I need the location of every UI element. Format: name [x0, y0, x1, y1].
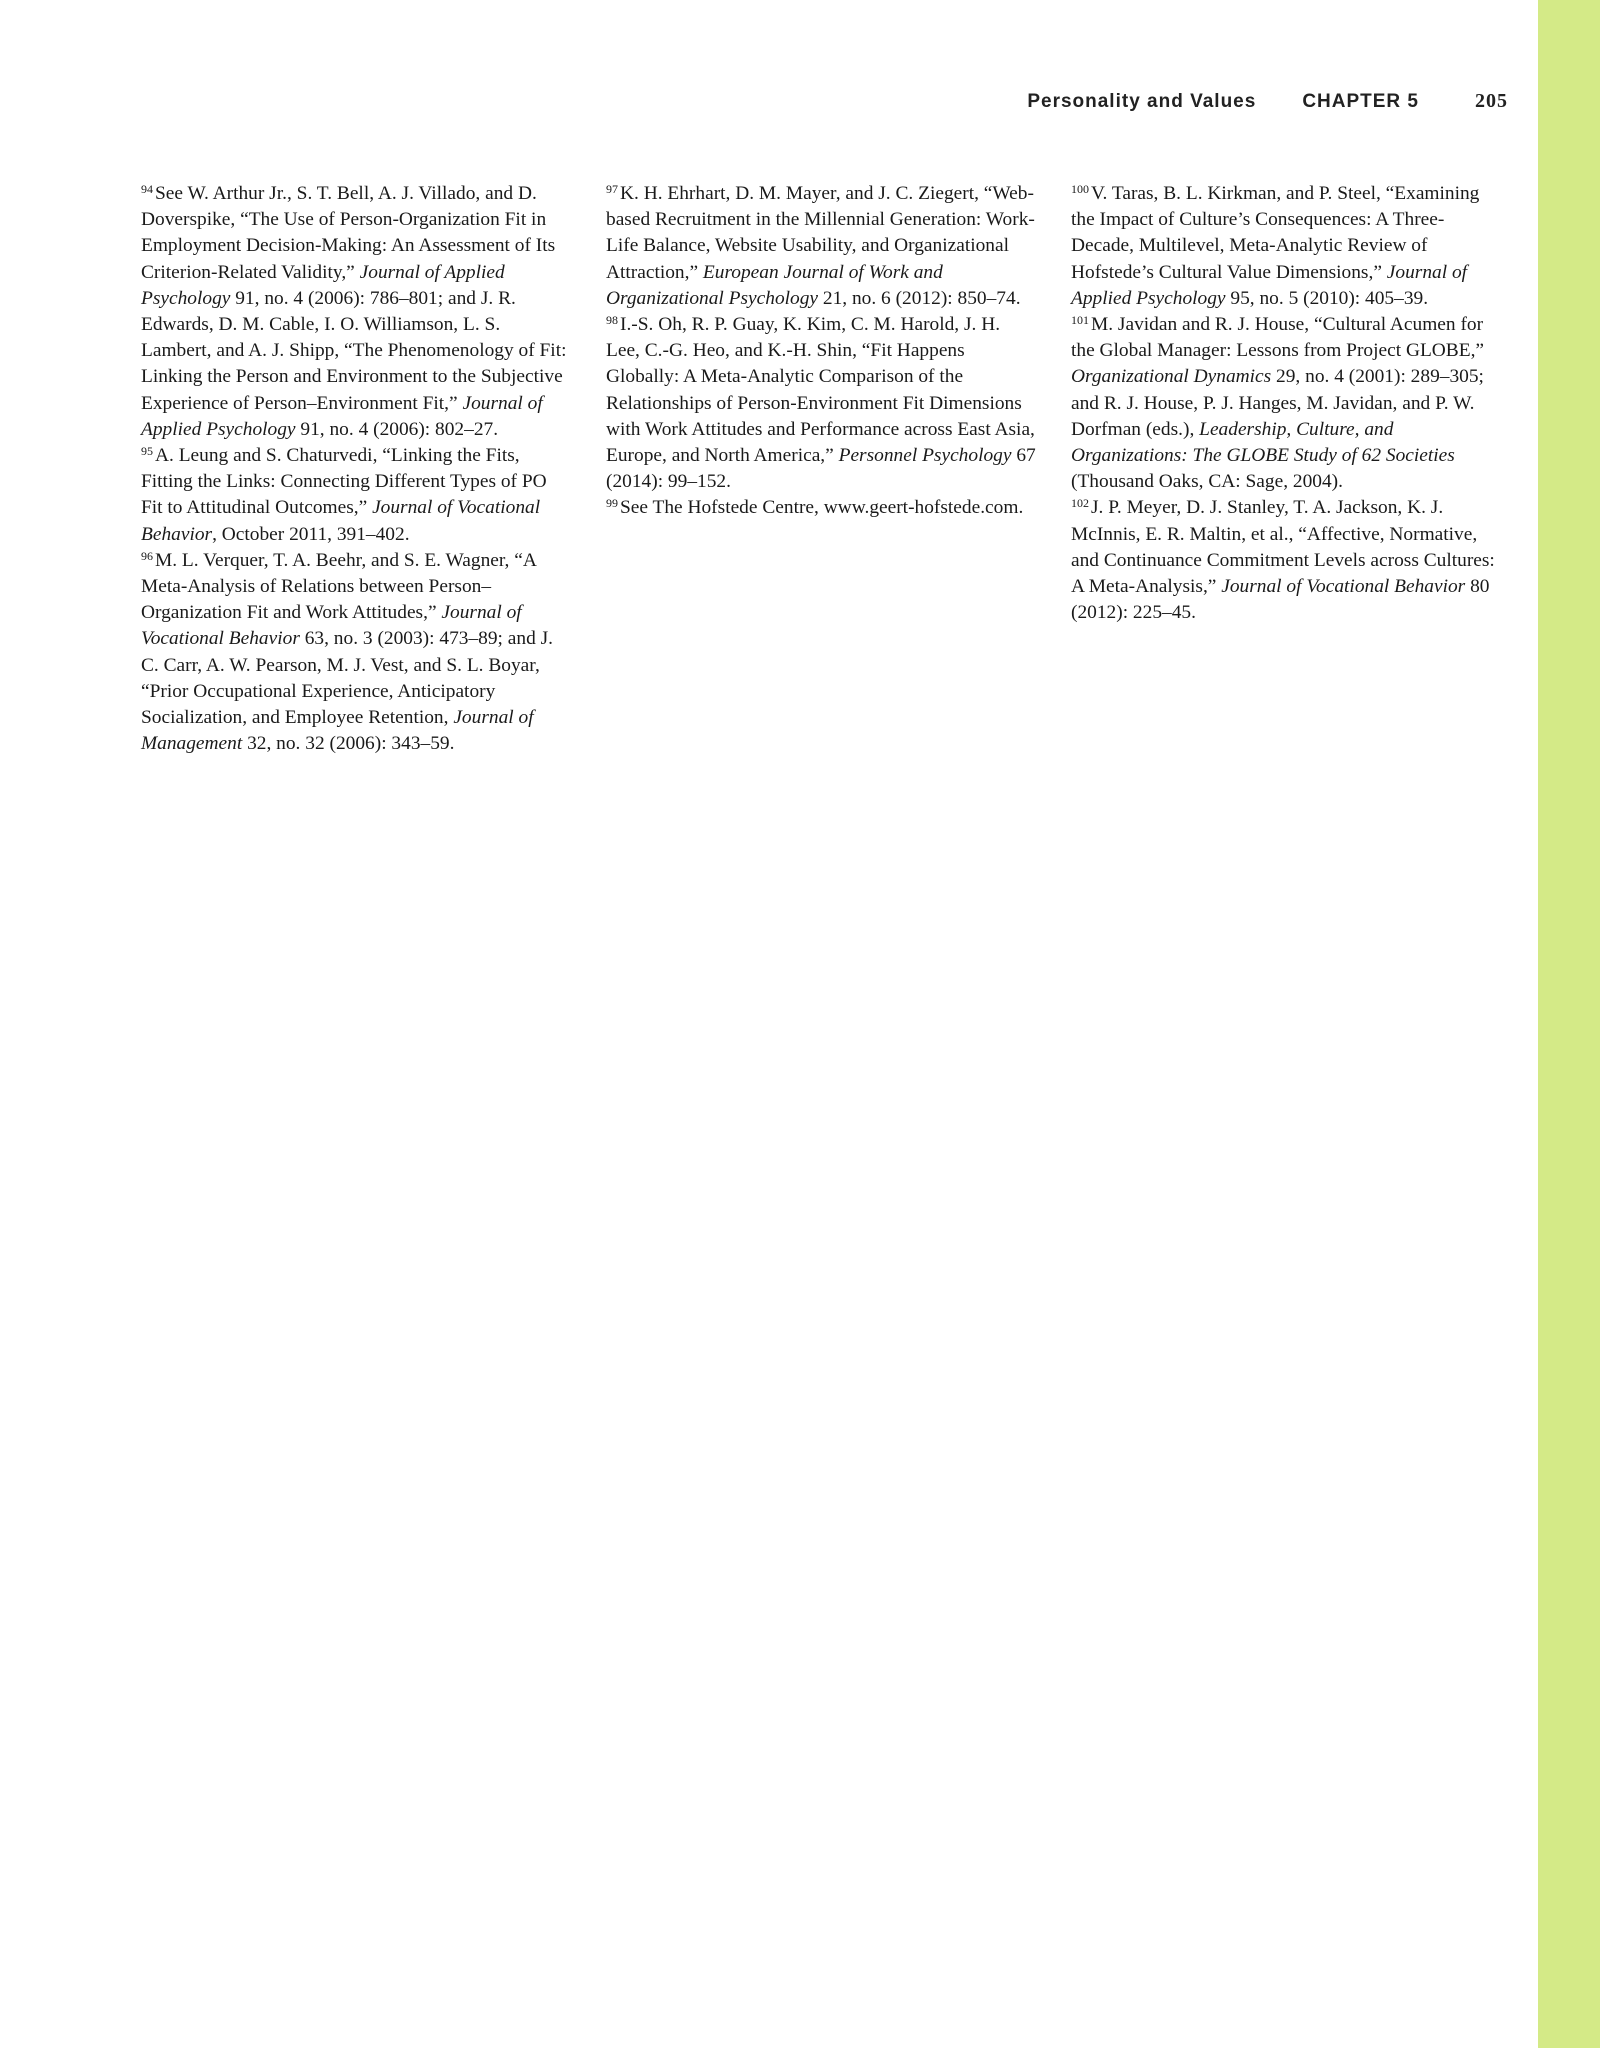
section-title: Personality and Values [1027, 91, 1257, 112]
note-number: 96 [141, 548, 153, 563]
endnote-94: $^{94}$ See W. Arthur Jr., S. T. Bell, A. J. Villado, and D. Doverspike, “The Use of Person-Organization Fit in Employment Decision-Making: An Assessment of Its Criterion-Related Validity,” Journal of Applied Psychology 91, no. 4 (2006): 786–801; and J. R. Edwards, D. M. Cable, I. O. Williamson, L. S. Lambert, and A. J. Shipp, “The Phenomenology of Fit: Linking the Person and Environment to the Subjective Experience of Person–Environment Fit,” Journal of Applied Psychology 91, no. 4 (2006): 802–27. [141, 182, 567, 440]
note-number: 94 [141, 182, 153, 196]
endnote-97: $^{97}$ K. H. Ehrhart, D. M. Mayer, and J. C. Ziegert, “Web-based Recruitment in the Millennial Generation: Work-Life Balance, Website Usability, and Organizational Attraction,” European Journal of Work and Organizational Psychology 21, no. 6 (2012): 850–74. [606, 182, 1035, 309]
note-number: 102 [1071, 496, 1089, 511]
note-number: 99 [606, 496, 618, 511]
note-number: 98 [606, 313, 618, 328]
running-header [1027, 90, 1508, 113]
endnotes [141, 181, 1503, 757]
page-number: 205 [1475, 90, 1508, 112]
endnote-99: $^{99}$ See The Hofstede Centre, www.geert-hofstede.com. [606, 496, 1024, 519]
endnotes-column-3 [1071, 181, 1503, 757]
endnote-98: $^{98}$ I.-S. Oh, R. P. Guay, K. Kim, C. M. Harold, J. H. Lee, C.-G. Heo, and K.-H. Shin, “Fit Happens Globally: A Meta-Analytic Comparison of the Relationships of Person-Environment Fit Dimensions with Work Attitudes and Performance across East Asia, Europe, and North America,” Personnel Psychology 67 (2014): 99–152. [606, 313, 1036, 493]
endnote-95: $^{95}$ A. Leung and S. Chaturvedi, “Linking the Fits, Fitting the Links: Connecting Different Types of PO Fit to Attitudinal Outcomes,” Journal of Vocational Behavior, October 2011, 391–402. [141, 444, 547, 545]
side-color-band [1538, 0, 1600, 2048]
endnote-102: $^{102}$ J. P. Meyer, D. J. Stanley, T. A. Jackson, K. J. McInnis, E. R. Maltin, et al., “Affective, Normative, and Continuance Commitment Levels across Cultures: A Meta-Analysis,” Journal of Vocational Behavior 80 (2012): 225–45. [1071, 496, 1495, 624]
endnote-100: $^{100}$ V. Taras, B. L. Kirkman, and P. Steel, “Examining the Impact of Culture’s Consequences: A Three-Decade, Multilevel, Meta-Analytic Review of Hofstede’s Cultural Value Dimensions,” Journal of Applied Psychology 95, no. 5 (2010): 405–39. [1071, 182, 1480, 309]
chapter-label: CHAPTER 5 [1302, 91, 1419, 112]
note-number: 95 [141, 444, 153, 459]
endnotes-column-2 [606, 181, 1038, 757]
note-number: 100 [1071, 182, 1089, 196]
note-number: 97 [606, 182, 618, 196]
endnote-101: $^{101}$ M. Javidan and R. J. House, “Cultural Acumen for the Global Manager: Lessons from Project GLOBE,” Organizational Dynamics 29, no. 4 (2001): 289–305; and R. J. House, P. J. Hanges, M. Javidan, and P. W. Dorfman (eds.), Leadership, Culture, and Organizations: The GLOBE Study of 62 Societies (Thousand Oaks, CA: Sage, 2004). [1071, 313, 1485, 493]
endnote-96: $^{96}$ M. L. Verquer, T. A. Beehr, and S. E. Wagner, “A Meta-Analysis of Relations between Person–Organization Fit and Work Attitudes,” Journal of Vocational Behavior 63, no. 3 (2003): 473–89; and J. C. Carr, A. W. Pearson, M. J. Vest, and S. L. Boyar, “Prior Occupational Experience, Anticipatory Socialization, and Employee Retention, Journal of Management 32, no. 32 (2006): 343–59. [141, 548, 554, 755]
note-number: 101 [1071, 313, 1089, 328]
endnotes-column-1 [141, 181, 573, 757]
